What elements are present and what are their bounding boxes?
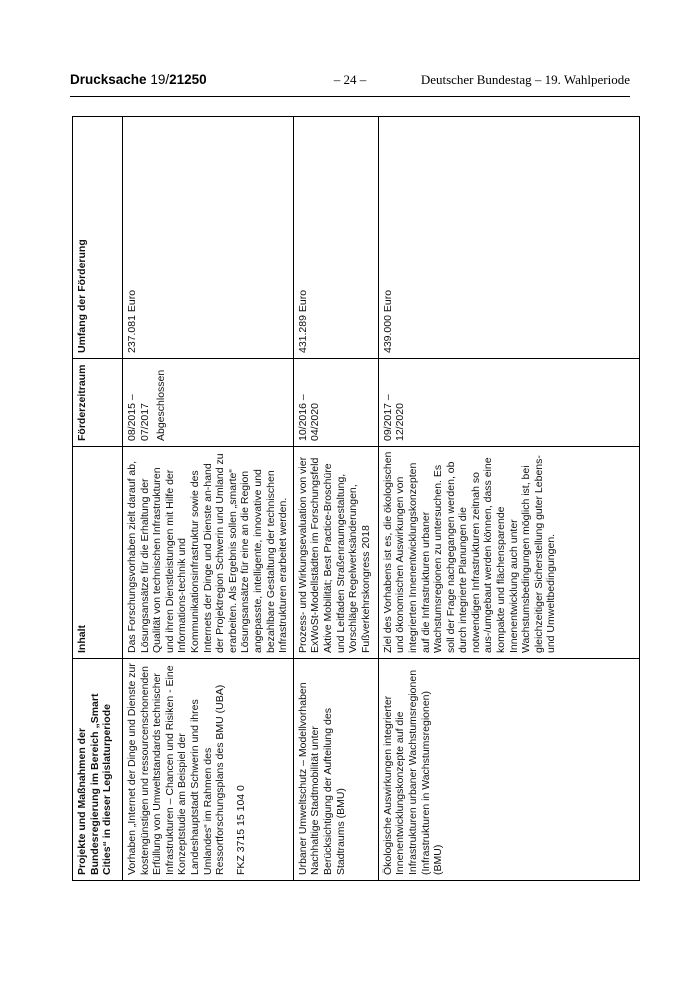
column-header-content: Inhalt bbox=[73, 447, 123, 659]
cell-project: Urbaner Umweltschutz – Modellvorhaben Nachhaltige Stadtmobilität unter Berücksichtigung der Aufteilung des Stadtraums (BMU) bbox=[293, 659, 378, 881]
cell-period: 09/2017 – 12/2020 bbox=[378, 359, 639, 447]
table-row bbox=[293, 117, 378, 881]
cell-content: Prozess- und Wirkungsevaluation von vier ExWoSt-Modellstädten im Forschungsfeld Aktive Mobilität; Best Practice-Broschüre und Leitfaden Straßenraumgestaltung, Vorschläge Regelwerksänderungen, Fußverkehrskongress 2018 bbox=[293, 447, 378, 659]
column-header-funding: Umfang der Förderung bbox=[73, 117, 123, 359]
cell-funding: 431.289 Euro bbox=[293, 117, 378, 359]
rotated-table-container bbox=[72, 117, 635, 881]
cell-project: Vorhaben „Internet der Dinge und Dienste zur kostengünstigen und ressourcenschonenden Erfüllung von Umweltstandards technischer Infrastrukturen – Chancen und Risiken - Eine Konzeptstudie am Beispiel der Landeshauptstadt Schwerin und ihres Umlandes“ im Rahmen des Ressortforschungsplans des BMU (UBA) FKZ 3715 15 104 0 bbox=[123, 659, 294, 881]
parliament-label: Deutscher Bundestag – 19. Wahlperiode bbox=[420, 72, 630, 87]
cell-funding: 237.081 Euro bbox=[123, 117, 294, 359]
cell-content: Das Forschungsvorhaben zielt darauf ab, Lösungsansätze für die Erhaltung der Qualität von technischen Infrastrukturen und ihren Dienstleistungen mit Hilfe der Informations-technik und Kommunikationsinfrastruktur sowie des Internets der Dinge und Dienste an-hand der Projektregion Schwerin und Umland zu erarbeiten. Als Ergebnis sollen „smarte“ Lösungsansätze für eine an die Region angepasste, intelligente, innovative und bezahlbare Gestaltung der technischen Infrastrukturen erarbeitet werden. bbox=[123, 447, 294, 659]
project-reference: FKZ 3715 15 104 0 bbox=[234, 785, 247, 875]
cell-period: 08/2015 – 07/2017 Abgeschlossen bbox=[123, 359, 294, 447]
rotated-table bbox=[72, 117, 635, 881]
cell-project: Ökologische Auswirkungen integrierter Innenentwicklungskonzepte auf die Infrastrukturen urbaner Wachstumsregionen (Infrastrukturen in Wachstumsregionen) (BMU) bbox=[378, 659, 639, 881]
cell-content: Ziel des Vorhabens ist es, die ökologischen und ökonomischen Auswirkungen von integrierten Innenentwicklungskonzepten auf die Infrastrukturen urbaner Wachstumsregionen zu untersuchen. Es soll der Frage nachgegangen werden, ob durch integrierte Planungen die notwendigen Infrastrukturen zeitnah so aus-/umgebaut werden können, dass eine kompakte und flächensparende Innenentwicklung auch unter Wachstumsbedingungen möglich ist, bei gleichzeitiger Sicherstellung guter Lebens- und Umweltbedingungen. bbox=[378, 447, 639, 659]
table-header-row bbox=[73, 117, 123, 881]
column-header-project: Projekte und Maßnahmen der Bundesregierung im Bereich „Smart Cities“ in dieser Legislaturperiode bbox=[73, 659, 123, 881]
table-row bbox=[378, 117, 639, 881]
column-header-period: Förderzeitraum bbox=[73, 359, 123, 447]
document-number: Drucksache 19/21250 bbox=[70, 72, 207, 87]
cell-funding: 439.000 Euro bbox=[378, 117, 639, 359]
page-header bbox=[70, 70, 630, 97]
smart-cities-table bbox=[72, 116, 640, 881]
cell-period: 10/2016 – 04/2020 bbox=[293, 359, 378, 447]
page-number: – 24 – bbox=[333, 72, 367, 87]
table-row bbox=[123, 117, 294, 881]
status-text: Abgeschlossen bbox=[155, 369, 168, 441]
